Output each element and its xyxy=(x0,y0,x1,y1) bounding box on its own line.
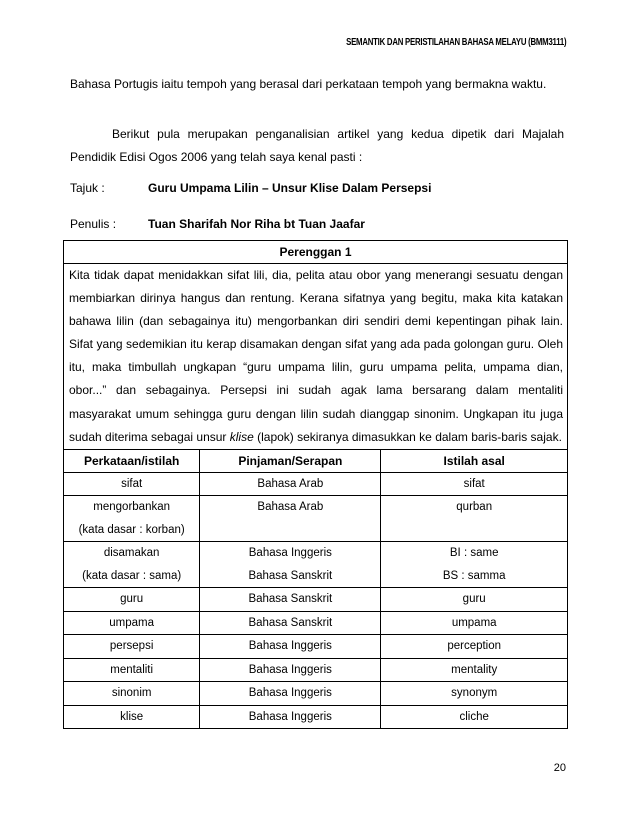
cell-istilah-asal: perception xyxy=(381,635,567,659)
paragraph-2: Berikut pula merupakan penganalisian artikel yang kedua dipetik dari Majalah Pendidik Edisi Ogos 2006 yang telah saya kenal pasti : xyxy=(70,127,564,164)
cell-perkataan: umpama xyxy=(64,611,200,635)
box-text-end: (lapok) sekiranya dimasukkan ke dalam baris-baris sajak. xyxy=(253,429,562,444)
cell-pinjaman: Bahasa Sanskrit xyxy=(200,611,381,635)
tajuk-value: Guru Umpama Lilin – Unsur Klise Dalam Persepsi xyxy=(148,181,432,195)
cell-perkataan: disamakan (kata dasar : sama) xyxy=(64,542,200,588)
header-perkataan: Perkataan/istilah xyxy=(64,449,200,472)
table-row xyxy=(64,705,567,728)
cell-istilah-asal: umpama xyxy=(381,611,567,635)
cell-perkataan: klise xyxy=(64,705,200,728)
cell-istilah-asal: guru xyxy=(381,588,567,612)
cell-pinjaman: Bahasa Arab xyxy=(200,472,381,496)
table-row xyxy=(64,611,567,635)
table-body xyxy=(64,472,567,728)
box-paragraph xyxy=(64,264,567,449)
table-row xyxy=(64,682,567,706)
cell-istilah-asal: sifat xyxy=(381,472,567,496)
cell-istilah-asal: cliche xyxy=(381,705,567,728)
cell-pinjaman: Bahasa Inggeris Bahasa Sanskrit xyxy=(200,542,381,588)
box-text-italic: klise xyxy=(229,429,254,444)
header-pinjaman: Pinjaman/Serapan xyxy=(200,449,381,472)
box-title: Perenggan 1 xyxy=(64,241,567,264)
table-row xyxy=(64,542,567,588)
table-row xyxy=(64,588,567,612)
box-text-main: Kita tidak dapat menidakkan sifat lili, dia, pelita atau obor yang menerangi sesuatu dengan membiarkan dirinya hangus dan rentung. Kerana sifatnya yang begitu, maka kita katakan bahawa lilin (dan sebagainya itu) mengorbankan diri sendiri demi kepentingan pihak lain. Sifat yang sedemikian itu kerap disamakan dengan sifat yang ada pada golongan guru. Oleh itu, maka timbullah ungkapan “guru umpama lilin, guru umpama pelita, umpama dian, obor...” dan sebagainya. Persepsi ini sudah agak lama bersarang dalam mentaliti masyarakat umum sehingga guru dengan lilin sudah dianggap sinonim. Ungkapan itu juga sudah diterima sebagai unsur xyxy=(69,268,563,444)
cell-perkataan: sifat xyxy=(64,472,200,496)
cell-istilah-asal: synonym xyxy=(381,682,567,706)
cell-pinjaman: Bahasa Sanskrit xyxy=(200,588,381,612)
article-box xyxy=(63,240,568,729)
tajuk-label: Tajuk : xyxy=(70,181,105,195)
header-istilah-asal: Istilah asal xyxy=(381,449,567,472)
table-row xyxy=(64,658,567,682)
paragraph-1: Bahasa Portugis iaitu tempoh yang berasal dari perkataan tempoh yang bermakna waktu. xyxy=(70,77,547,91)
cell-istilah-asal: mentality xyxy=(381,658,567,682)
cell-pinjaman: Bahasa Inggeris xyxy=(200,658,381,682)
running-header: SEMANTIK DAN PERISTILAHAN BAHASA MELAYU (BMM3111) xyxy=(345,37,566,48)
cell-perkataan: guru xyxy=(64,588,200,612)
penulis-label: Penulis : xyxy=(70,217,117,231)
cell-istilah-asal: qurban xyxy=(381,496,567,542)
cell-perkataan: sinonim xyxy=(64,682,200,706)
cell-pinjaman: Bahasa Inggeris xyxy=(200,635,381,659)
cell-pinjaman: Bahasa Inggeris xyxy=(200,705,381,728)
table-row xyxy=(64,496,567,542)
word-table xyxy=(64,449,567,729)
cell-perkataan: mengorbankan (kata dasar : korban) xyxy=(64,496,200,542)
cell-pinjaman: Bahasa Inggeris xyxy=(200,682,381,706)
penulis-value: Tuan Sharifah Nor Riha bt Tuan Jaafar xyxy=(148,217,365,231)
cell-perkataan: persepsi xyxy=(64,635,200,659)
table-row xyxy=(64,635,567,659)
cell-pinjaman: Bahasa Arab xyxy=(200,496,381,542)
page-number: 20 xyxy=(553,762,566,774)
cell-istilah-asal: BI : same BS : samma xyxy=(381,542,567,588)
table-header-row xyxy=(64,449,567,472)
table-row xyxy=(64,472,567,496)
cell-perkataan: mentaliti xyxy=(64,658,200,682)
